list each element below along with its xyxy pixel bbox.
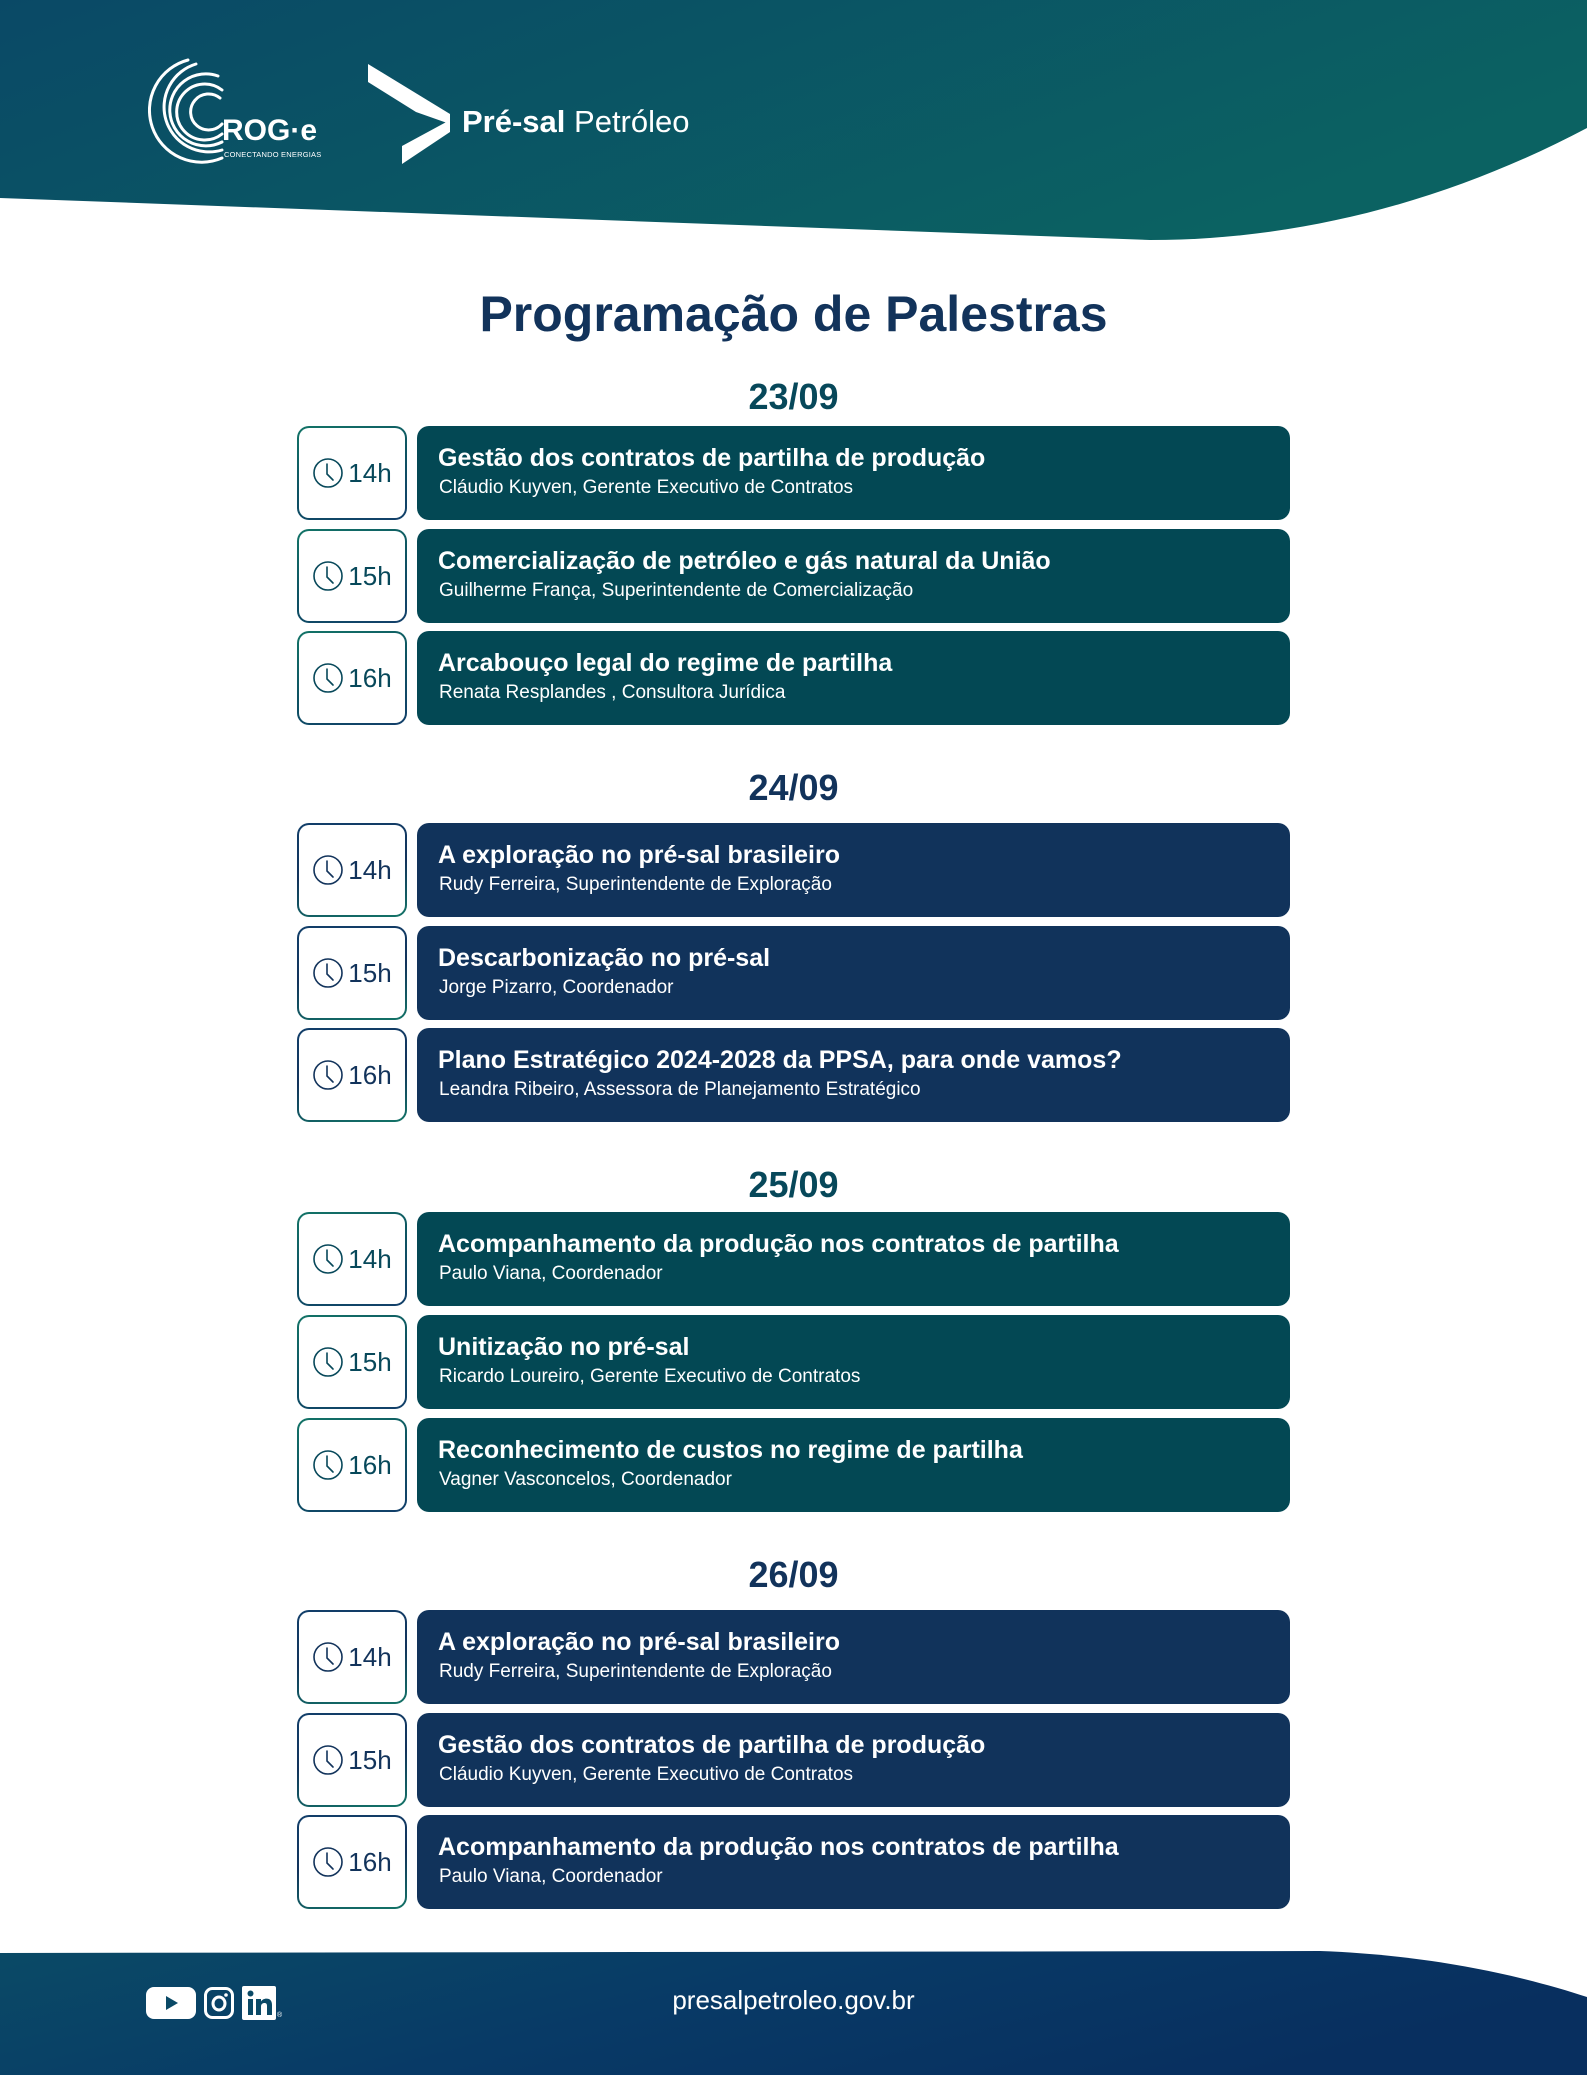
- clock-icon: [312, 1243, 344, 1275]
- social-links: [146, 1986, 282, 2020]
- time-box-inner: [299, 1715, 405, 1805]
- session-title: Reconhecimento de custos no regime de partilha: [438, 1436, 1023, 1464]
- rog-e-logo: [148, 54, 323, 166]
- session-time: 14h: [348, 458, 392, 488]
- clock-icon: [312, 457, 344, 489]
- time-box-inner: [299, 1817, 405, 1907]
- session-speaker: Rudy Ferreira, Superintendente de Exploração: [439, 1661, 832, 1682]
- session-title: A exploração no pré-sal brasileiro: [438, 1628, 840, 1656]
- clock-icon: [312, 1346, 344, 1378]
- youtube-icon[interactable]: [146, 1986, 196, 2020]
- session-time: 14h: [348, 855, 392, 885]
- session-card: [417, 1212, 1290, 1306]
- session-time: 15h: [348, 958, 392, 988]
- day-heading: 25/09: [748, 1164, 839, 1205]
- time-box-inner: [299, 428, 405, 518]
- time-box-inner: [299, 1420, 405, 1510]
- session-speaker: Renata Resplandes , Consultora Jurídica: [439, 682, 786, 703]
- clock-icon: [312, 957, 344, 989]
- clock-icon: [312, 1449, 344, 1481]
- time-box-inner: [299, 1612, 405, 1702]
- clock-icon: [312, 1744, 344, 1776]
- linkedin-group: [242, 1986, 282, 2020]
- session-title: Acompanhamento da produção nos contratos de partilha: [438, 1833, 1119, 1861]
- time-box: [297, 1418, 407, 1512]
- session-speaker: Paulo Viana, Coordenador: [439, 1866, 663, 1887]
- session-title: Arcabouço legal do regime de partilha: [438, 649, 893, 677]
- linkedin-icon[interactable]: [242, 1986, 276, 2020]
- time-box: [297, 1610, 407, 1704]
- session-card: [417, 631, 1290, 725]
- session-card: [417, 1713, 1290, 1807]
- session-title: Gestão dos contratos de partilha de produção: [438, 444, 986, 472]
- session-title: Unitização no pré-sal: [438, 1333, 690, 1361]
- rog-e-wordmark: ROG·e: [222, 114, 318, 147]
- session-speaker: Ricardo Loureiro, Gerente Executivo de Contratos: [439, 1366, 861, 1387]
- time-box: [297, 1815, 407, 1909]
- session-card: [417, 1418, 1290, 1512]
- session-card: [417, 426, 1290, 520]
- time-box-inner: [299, 1214, 405, 1304]
- session-time: 16h: [348, 1450, 392, 1480]
- ppsa-name-bold: Pré-sal: [462, 104, 566, 139]
- session-title: Descarbonização no pré-sal: [438, 944, 771, 972]
- session-speaker: Leandra Ribeiro, Assessora de Planejamento Estratégico: [439, 1079, 921, 1100]
- session-time: 16h: [348, 1847, 392, 1877]
- session-speaker: Cláudio Kuyven, Gerente Executivo de Contratos: [439, 1764, 854, 1785]
- session-card: [417, 1315, 1290, 1409]
- time-box-inner: [299, 1030, 405, 1120]
- page-title: Programação de Palestras: [479, 286, 1108, 342]
- session-time: 16h: [348, 663, 392, 693]
- session-title: Acompanhamento da produção nos contratos de partilha: [438, 1230, 1119, 1258]
- time-box-inner: [299, 531, 405, 621]
- day-heading: 24/09: [748, 767, 839, 808]
- pre-sal-petroleo-logo: [366, 62, 696, 166]
- session-card: [417, 1028, 1290, 1122]
- time-box-inner: [299, 1317, 405, 1407]
- clock-icon: [312, 1059, 344, 1091]
- clock-icon: [312, 854, 344, 886]
- clock-icon: [312, 1846, 344, 1878]
- session-card: [417, 1610, 1290, 1704]
- time-box: [297, 529, 407, 623]
- session-speaker: Paulo Viana, Coordenador: [439, 1263, 663, 1284]
- ppsa-wordmark: [462, 104, 690, 140]
- session-time: 14h: [348, 1642, 392, 1672]
- session-speaker: Rudy Ferreira, Superintendente de Exploração: [439, 874, 832, 895]
- time-box: [297, 926, 407, 1020]
- session-card: [417, 926, 1290, 1020]
- instagram-icon[interactable]: [204, 1986, 234, 2020]
- time-box: [297, 1315, 407, 1409]
- clock-icon: [312, 1641, 344, 1673]
- session-title: Comercialização de petróleo e gás natural da União: [438, 547, 1051, 575]
- time-box: [297, 1028, 407, 1122]
- time-box-inner: [299, 928, 405, 1018]
- ppsa-chevron-icon: [366, 62, 456, 166]
- session-time: 15h: [348, 1745, 392, 1775]
- time-box: [297, 823, 407, 917]
- day-heading: 23/09: [748, 376, 839, 417]
- session-speaker: Guilherme França, Superintendente de Comercialização: [439, 580, 914, 601]
- session-card: [417, 823, 1290, 917]
- time-box-inner: [299, 633, 405, 723]
- session-time: 15h: [348, 1347, 392, 1377]
- ppsa-name-light: Petróleo: [574, 104, 690, 139]
- session-time: 15h: [348, 561, 392, 591]
- session-speaker: Jorge Pizarro, Coordenador: [439, 977, 674, 998]
- time-box: [297, 631, 407, 725]
- rog-e-tagline: CONECTANDO ENERGIAS: [224, 150, 322, 159]
- session-title: A exploração no pré-sal brasileiro: [438, 841, 840, 869]
- session-title: Plano Estratégico 2024-2028 da PPSA, para onde vamos?: [438, 1046, 1122, 1074]
- session-title: Gestão dos contratos de partilha de produção: [438, 1731, 986, 1759]
- clock-icon: [312, 662, 344, 694]
- time-box-inner: [299, 825, 405, 915]
- day-heading: 26/09: [748, 1554, 839, 1595]
- clock-icon: [312, 560, 344, 592]
- session-speaker: Vagner Vasconcelos, Coordenador: [439, 1469, 732, 1490]
- session-time: 14h: [348, 1244, 392, 1274]
- rog-e-arcs-icon: [148, 54, 228, 166]
- time-box: [297, 426, 407, 520]
- time-box: [297, 1713, 407, 1807]
- time-box: [297, 1212, 407, 1306]
- session-card: [417, 529, 1290, 623]
- session-time: 16h: [348, 1060, 392, 1090]
- session-speaker: Cláudio Kuyven, Gerente Executivo de Contratos: [439, 477, 854, 498]
- website-link[interactable]: presalpetroleo.gov.br: [672, 1985, 915, 2015]
- session-card: [417, 1815, 1290, 1909]
- linkedin-registered-mark: ®: [277, 2012, 283, 2019]
